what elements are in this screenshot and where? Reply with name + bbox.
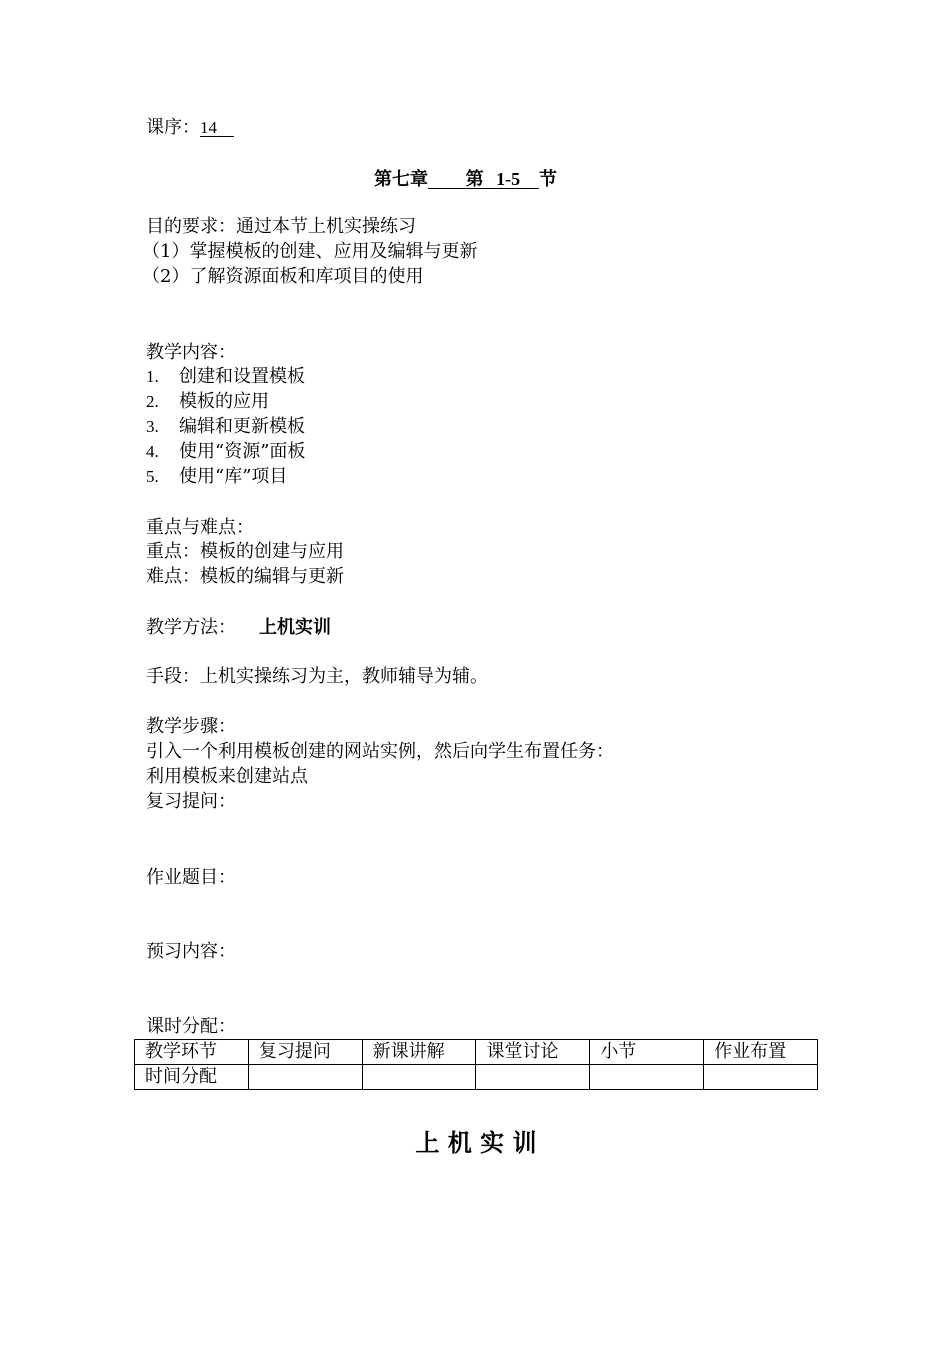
method-value: 上机实训: [259, 617, 331, 638]
table-cell: [590, 1065, 704, 1090]
table-header-cell: 作业布置: [704, 1040, 818, 1065]
allocation-title: 课时分配：: [146, 1016, 236, 1037]
section-title: 上 机 实 训: [415, 1129, 537, 1157]
content-title: 教学内容：: [146, 342, 236, 363]
lesson-order: [146, 119, 234, 137]
content-item: [146, 393, 269, 411]
chapter-title: 第七章: [374, 169, 428, 190]
content-item: [146, 368, 305, 386]
steps-title: 教学步骤：: [146, 716, 236, 737]
content-item-text: 使用“资源”面板: [179, 441, 306, 462]
table-row: [135, 1040, 818, 1065]
allocation-table: [134, 1039, 818, 1090]
section-prefix: 第: [465, 169, 484, 190]
steps-line: 利用模板来创建站点: [146, 766, 308, 787]
content-item-num: 1.: [146, 367, 159, 386]
steps-line: 复习提问：: [146, 791, 236, 812]
content-item-text: 创建和设置模板: [179, 366, 305, 387]
content-item-num: 5.: [146, 467, 159, 486]
table-header-cell: 复习提问: [248, 1040, 362, 1065]
content-item: [146, 418, 305, 436]
table-header-cell: 新课讲解: [362, 1040, 476, 1065]
key-point-focus: 重点：模板的创建与应用: [146, 541, 344, 562]
content-item: [146, 443, 305, 461]
section-suffix: 节: [538, 169, 557, 190]
table-header-cell: 课堂讨论: [476, 1040, 590, 1065]
content-item: [146, 468, 287, 486]
lesson-order-value: 14: [200, 118, 217, 137]
content-item-num: 2.: [146, 392, 159, 411]
table-cell: [248, 1065, 362, 1090]
content-item-num: 4.: [146, 442, 159, 461]
table-header-cell: 教学环节: [135, 1040, 249, 1065]
key-point-difficulty: 难点：模板的编辑与更新: [146, 566, 344, 587]
content-item-text: 使用“库”项目: [179, 466, 288, 487]
table-cell: [476, 1065, 590, 1090]
chapter-heading: [374, 170, 557, 189]
teaching-method: [146, 619, 331, 637]
table-cell: [704, 1065, 818, 1090]
table-header-cell: 小节: [590, 1040, 704, 1065]
section-range: 1-5: [496, 169, 521, 189]
key-points-title: 重点与难点：: [146, 517, 254, 538]
objective-item: （1）掌握模板的创建、应用及编辑与更新: [142, 241, 478, 262]
content-item-num: 3.: [146, 417, 159, 436]
preview-label: 预习内容：: [146, 941, 236, 962]
steps-line: 引入一个利用模板创建的网站实例，然后向学生布置任务：: [146, 741, 614, 762]
content-item-text: 编辑和更新模板: [179, 416, 305, 437]
teaching-means: 手段：上机实操练习为主，教师辅导为辅。: [146, 666, 488, 687]
table-cell: [362, 1065, 476, 1090]
homework-label: 作业题目：: [146, 867, 236, 888]
table-cell: 时间分配: [135, 1065, 249, 1090]
table-row: [135, 1065, 818, 1090]
lesson-order-label: 课序：: [146, 117, 200, 138]
objectives-title: 目的要求：通过本节上机实操练习: [146, 216, 416, 237]
content-item-text: 模板的应用: [179, 391, 269, 412]
method-label: 教学方法：: [146, 617, 236, 638]
objective-item: （2）了解资源面板和库项目的使用: [142, 266, 424, 287]
